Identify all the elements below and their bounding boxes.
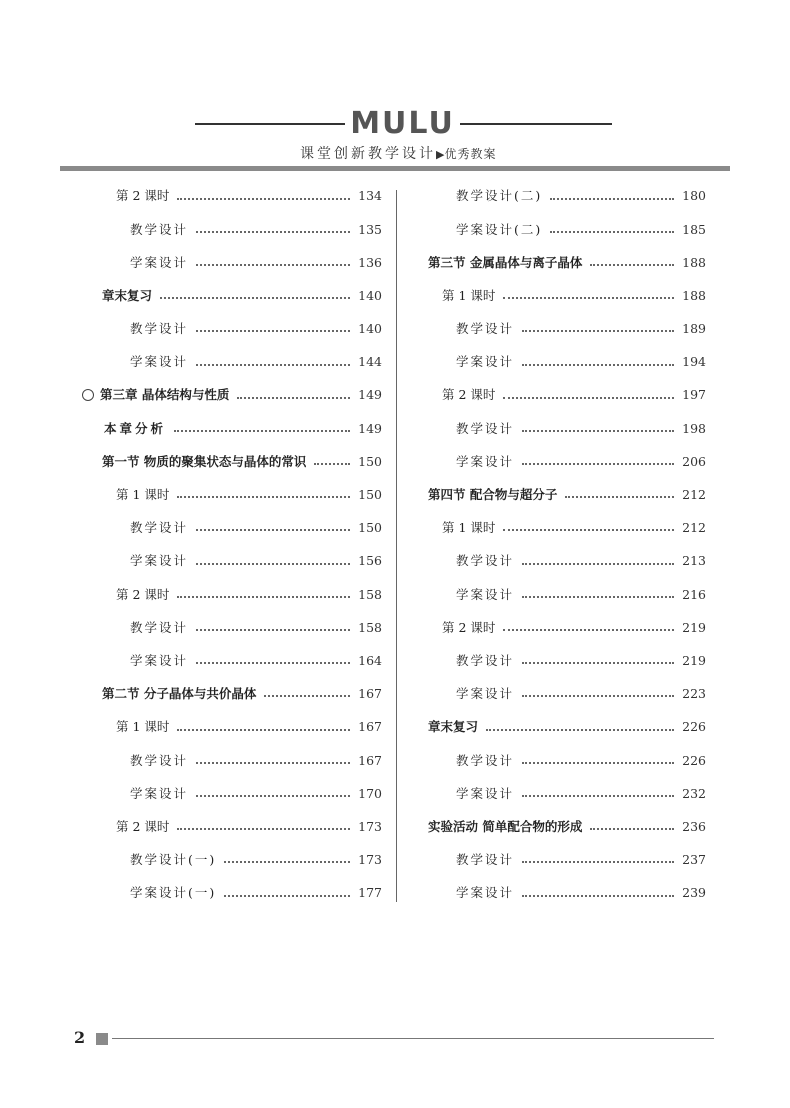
toc-page-number: 170 (358, 785, 382, 801)
toc-entry-label (410, 752, 515, 768)
toc-entry[interactable] (410, 811, 706, 844)
toc-entry[interactable] (82, 280, 382, 313)
toc-entry-label (82, 489, 169, 502)
toc-page-number: 134 (358, 188, 382, 204)
dot-leader (174, 420, 350, 432)
toc-entry-label (410, 323, 514, 336)
dot-leader (522, 354, 674, 366)
toc-entry-text: 第四节 配合物与超分子 (428, 487, 558, 503)
dot-leader (522, 453, 674, 465)
toc-page-number: 167 (358, 719, 382, 735)
toc-entry-text: 教学设计 (130, 520, 189, 536)
dot-leader (196, 354, 350, 366)
toc-entry[interactable] (410, 180, 706, 213)
toc-entry-label (82, 389, 229, 402)
toc-page-number: 219 (682, 619, 706, 635)
dot-leader (196, 221, 350, 233)
dot-leader (503, 387, 674, 399)
toc-entry-text: 教学设计 (130, 321, 189, 337)
toc-entry[interactable] (82, 711, 382, 744)
toc-entry-text: 教学设计 (130, 752, 189, 768)
toc-entry-label (410, 453, 515, 469)
toc-entry[interactable] (82, 877, 382, 910)
toc-entry-text: 学案设计(一) (130, 885, 217, 901)
toc-entry-label (82, 688, 256, 701)
toc-entry-text: 学案设计 (456, 354, 515, 370)
toc-entry-label (82, 555, 188, 568)
toc-page-number: 158 (358, 619, 382, 635)
toc-entry-text: 教学设计 (456, 752, 515, 768)
toc-entry-label (410, 389, 495, 402)
toc-page-number: 156 (358, 553, 382, 569)
toc-left-column (82, 180, 382, 910)
toc-entry-label (82, 818, 170, 834)
circle-bullet-icon (82, 389, 94, 401)
toc-entry-label (410, 420, 515, 436)
dot-leader (314, 453, 350, 465)
toc-entry-label (410, 586, 515, 602)
toc-entry[interactable] (410, 545, 706, 578)
dot-leader (177, 188, 350, 200)
toc-entry[interactable] (410, 479, 706, 512)
toc-entry[interactable] (82, 213, 382, 246)
toc-entry-label (410, 785, 515, 801)
toc-entry[interactable] (82, 379, 382, 412)
toc-page-number: 236 (682, 818, 706, 834)
toc-entry-label (410, 688, 514, 701)
dot-leader (177, 719, 350, 731)
toc-entry-text: 第 2 课时 (442, 387, 496, 403)
toc-entry[interactable] (82, 744, 382, 777)
toc-entry[interactable] (410, 213, 706, 246)
toc-entry-label (410, 190, 542, 203)
toc-page-number: 223 (682, 686, 706, 702)
title-rule-left (195, 123, 345, 125)
toc-entry[interactable] (410, 379, 706, 412)
toc-entry[interactable] (82, 545, 382, 578)
toc-entry-label (410, 854, 514, 867)
toc-page-number: 213 (682, 553, 706, 569)
toc-page-number: 149 (358, 420, 382, 436)
toc-page-number: 212 (682, 520, 706, 536)
toc-entry-text: 教学设计(二) (456, 188, 543, 204)
toc-entry-text: 学案设计 (130, 354, 189, 370)
toc-entry[interactable] (82, 811, 382, 844)
toc-entry[interactable] (410, 346, 706, 379)
dot-leader (486, 719, 674, 731)
toc-entry-label (82, 652, 189, 668)
toc-entry-text: 章末复习 (428, 719, 479, 735)
toc-entry[interactable] (82, 246, 382, 279)
toc-entry[interactable] (410, 611, 706, 644)
dot-leader (503, 287, 674, 299)
toc-page-number: 140 (358, 321, 382, 337)
toc-entry-text: 第 1 课时 (442, 520, 496, 536)
toc-entry-label (82, 721, 169, 734)
dot-leader (177, 818, 350, 830)
toc-page-number: 212 (682, 487, 706, 503)
toc-entry-text: 第二节 分子晶体与共价晶体 (102, 686, 257, 702)
toc-entry-label (82, 287, 153, 303)
toc-entry-text: 第三章 晶体结构与性质 (100, 387, 230, 403)
dot-leader (522, 685, 674, 697)
dot-leader (522, 586, 674, 598)
dot-leader (237, 387, 350, 399)
toc-entry-label (82, 190, 169, 203)
toc-entry-text: 教学设计 (456, 652, 515, 668)
toc-entry-text: 学案设计(二) (456, 221, 543, 237)
toc-page-number: 150 (358, 453, 382, 469)
toc-entry[interactable] (410, 512, 706, 545)
page-header (0, 0, 790, 175)
toc-entry-label (410, 555, 514, 568)
toc-page-number: 237 (682, 852, 706, 868)
toc-entry-label (82, 752, 189, 768)
toc-entry-label (82, 221, 189, 237)
toc-entry-text: 第 2 课时 (116, 586, 170, 602)
page-footer (0, 1020, 790, 1060)
toc-entry[interactable] (410, 744, 706, 777)
subtitle-sub: 优秀教案 (444, 147, 497, 161)
footer-square-icon (96, 1033, 108, 1045)
toc-entry[interactable] (410, 313, 706, 346)
toc-entry[interactable] (410, 678, 706, 711)
toc-entry[interactable] (410, 446, 706, 479)
toc-entry-text: 学案设计 (130, 553, 189, 569)
toc-page-number: 185 (682, 221, 706, 237)
dot-leader (224, 885, 350, 897)
toc-page-number: 136 (358, 254, 382, 270)
toc-entry[interactable] (82, 512, 382, 545)
dot-leader (196, 254, 350, 266)
toc-entry-label (82, 586, 170, 602)
toc-page-number: 232 (682, 785, 706, 801)
toc-entry-text: 第 1 课时 (442, 287, 496, 303)
header-band (60, 166, 730, 171)
subtitle-main: 课堂创新教学设计 (300, 146, 436, 162)
toc-entry-label (410, 619, 496, 635)
dot-leader (522, 885, 674, 897)
toc-entry-label (410, 356, 514, 369)
toc-entry-label (410, 221, 543, 237)
toc-page-number: 216 (682, 586, 706, 602)
dot-leader (196, 553, 350, 565)
dot-leader (503, 619, 674, 631)
toc-entry[interactable] (82, 645, 382, 678)
toc-entry-text: 教学设计 (456, 321, 515, 337)
toc-entry-text: 第 1 课时 (116, 719, 170, 735)
toc-entry[interactable] (410, 578, 706, 611)
book-subtitle (300, 143, 520, 163)
toc-entry-text: 第 2 课时 (116, 188, 170, 204)
toc-entry-label (410, 254, 583, 270)
toc-entry[interactable] (82, 479, 382, 512)
toc-page-number: 135 (358, 221, 382, 237)
toc-entry-label (82, 453, 307, 469)
toc-page-number: 194 (682, 354, 706, 370)
toc-page-number: 149 (358, 387, 382, 403)
toc-entry-text: 教学设计 (456, 420, 515, 436)
dot-leader (522, 420, 674, 432)
toc-page-number: 239 (682, 885, 706, 901)
toc-entry[interactable] (410, 844, 706, 877)
toc-entry-label (410, 652, 515, 668)
toc-entry-text: 教学设计(一) (130, 852, 217, 868)
toc-entry-label (410, 287, 496, 303)
dot-leader (550, 188, 674, 200)
toc-page-number: 197 (682, 387, 706, 403)
toc-entry-label (410, 489, 557, 502)
dot-leader (177, 486, 350, 498)
toc-entry-label (82, 854, 216, 867)
dot-leader (522, 785, 674, 797)
toc-entry[interactable] (410, 280, 706, 313)
toc-page-number: 177 (358, 885, 382, 901)
toc-entry[interactable] (82, 611, 382, 644)
toc-entry-text: 第三节 金属晶体与离子晶体 (428, 254, 583, 270)
toc-page-number: 140 (358, 287, 382, 303)
dot-leader (196, 519, 350, 531)
toc-page-number: 198 (682, 420, 706, 436)
toc-entry-label (104, 420, 167, 436)
dot-leader (590, 254, 674, 266)
toc-entry[interactable] (410, 711, 706, 744)
toc-page-number: 158 (358, 586, 382, 602)
dot-leader (196, 752, 350, 764)
toc-entry-label (82, 522, 188, 535)
toc-entry-text: 第 2 课时 (116, 818, 170, 834)
toc-entry-text: 学案设计 (456, 885, 515, 901)
dot-leader (565, 486, 674, 498)
toc-entry[interactable] (410, 412, 706, 445)
toc-right-column (410, 180, 706, 910)
toc-page-number: 173 (358, 818, 382, 834)
toc-entry-text: 学案设计 (130, 652, 189, 668)
toc-entry[interactable] (82, 180, 382, 213)
toc-entry-text: 教学设计 (456, 852, 515, 868)
triangle-icon: ▶ (436, 148, 445, 161)
toc-entry-text: 教学设计 (456, 553, 515, 569)
toc-entry-label (82, 785, 189, 801)
toc-entry[interactable] (82, 777, 382, 810)
toc-entry[interactable] (410, 645, 706, 678)
dot-leader (224, 851, 350, 863)
dot-leader (522, 553, 674, 565)
toc-page-number: 188 (682, 287, 706, 303)
toc-entry-text: 教学设计 (130, 619, 189, 635)
toc-entry-text: 第一节 物质的聚集状态与晶体的常识 (102, 453, 307, 469)
toc-page-number: 226 (682, 719, 706, 735)
toc-entry[interactable] (410, 246, 706, 279)
toc-entry[interactable] (82, 578, 382, 611)
toc-page-number: 226 (682, 752, 706, 768)
toc-entry-text: 学案设计 (456, 586, 515, 602)
toc-entry-text: 教学设计 (130, 221, 189, 237)
toc-page-number: 189 (682, 321, 706, 337)
toc-page-number: 167 (358, 686, 382, 702)
toc-entry-text: 学案设计 (456, 686, 515, 702)
dot-leader (196, 652, 350, 664)
dot-leader (160, 287, 350, 299)
toc-page-number: 167 (358, 752, 382, 768)
toc-entry-label (82, 356, 188, 369)
toc-entry-text: 第 1 课时 (116, 487, 170, 503)
title-rule-right (460, 123, 612, 125)
dot-leader (196, 320, 350, 332)
footer-rule (112, 1038, 714, 1039)
toc-entry-label (82, 254, 189, 270)
dot-leader (196, 785, 350, 797)
toc-entry-text: 学案设计 (130, 785, 189, 801)
dot-leader (522, 320, 674, 332)
toc-entry[interactable] (410, 777, 706, 810)
toc-page-number: 150 (358, 520, 382, 536)
toc-page-number: 180 (682, 188, 706, 204)
toc-entry-text: 学案设计 (456, 453, 515, 469)
page-number: 2 (74, 1028, 86, 1047)
dot-leader (503, 519, 674, 531)
toc-entry[interactable] (410, 877, 706, 910)
toc-entry-label (82, 887, 216, 900)
toc-page-number: 219 (682, 652, 706, 668)
toc-entry-text: 学案设计 (456, 785, 515, 801)
toc-entry-label (410, 887, 514, 900)
dot-leader (590, 818, 674, 830)
toc-page-number: 206 (682, 453, 706, 469)
toc-page-number: 164 (358, 652, 382, 668)
toc-page-number: 173 (358, 852, 382, 868)
toc-entry-label (82, 619, 189, 635)
toc-entry-text: 本章分析 (104, 420, 167, 436)
toc-entry[interactable] (82, 313, 382, 346)
toc-entry-label (82, 323, 188, 336)
toc-page-number: 150 (358, 487, 382, 503)
dot-leader (264, 685, 350, 697)
toc-entry-label (410, 522, 495, 535)
page-title: MULU (350, 106, 455, 141)
toc-entry-text: 第 2 课时 (442, 619, 496, 635)
toc-entry[interactable] (82, 844, 382, 877)
dot-leader (522, 851, 674, 863)
toc-entry-text: 章末复习 (102, 287, 153, 303)
column-divider (396, 190, 397, 902)
dot-leader (522, 652, 674, 664)
toc-entry-text: 实验活动 简单配合物的形成 (428, 818, 583, 834)
dot-leader (522, 752, 674, 764)
toc-entry[interactable] (82, 346, 382, 379)
dot-leader (177, 586, 350, 598)
toc-page-number: 188 (682, 254, 706, 270)
toc-entry[interactable] (82, 678, 382, 711)
toc-entry-text: 学案设计 (130, 254, 189, 270)
toc-entry-label (410, 721, 478, 734)
toc-entry[interactable] (82, 412, 382, 445)
toc-page-number: 144 (358, 354, 382, 370)
toc-entry-label (410, 818, 583, 834)
dot-leader (550, 221, 674, 233)
dot-leader (196, 619, 350, 631)
toc-entry[interactable] (82, 446, 382, 479)
